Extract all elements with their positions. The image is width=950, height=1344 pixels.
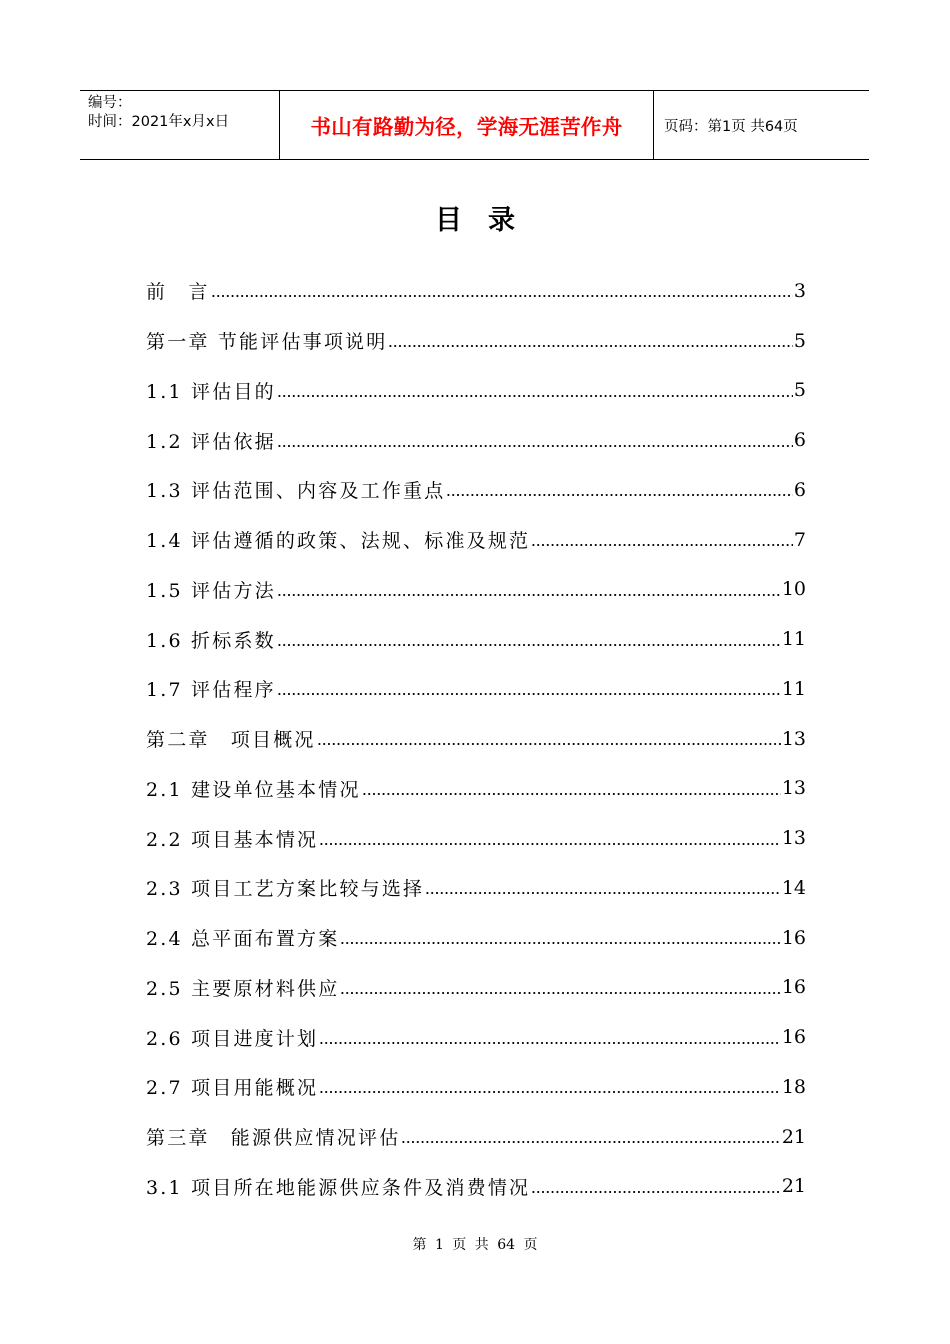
table-of-contents xyxy=(146,266,806,1211)
toc-entry[interactable] xyxy=(146,813,806,863)
toc-entry-label: 前 言 xyxy=(146,281,210,304)
toc-page-number: 13 xyxy=(781,777,806,800)
toc-entry-label: 1.1 评估目的 xyxy=(146,380,276,403)
toc-dot-leader xyxy=(340,978,780,997)
toc-dot-leader xyxy=(277,431,793,450)
toc-entry[interactable] xyxy=(146,266,806,316)
toc-page-number: 6 xyxy=(793,478,806,501)
header-page-info: 页码：第1页 共64页 xyxy=(664,118,798,135)
toc-entry-label: 1.6 折标系数 xyxy=(146,629,276,652)
toc-entry[interactable] xyxy=(146,963,806,1013)
toc-entry-label: 2.7 项目用能概况 xyxy=(146,1077,319,1100)
toc-entry[interactable] xyxy=(146,565,806,615)
page-footer: 第 1 页 共 64 页 xyxy=(412,1237,538,1253)
toc-dot-leader xyxy=(277,679,781,698)
toc-entry[interactable] xyxy=(146,1062,806,1112)
toc-page-number: 3 xyxy=(793,279,806,302)
toc-entry-label: 3.1 项目所在地能源供应条件及消费情况 xyxy=(146,1176,531,1199)
toc-dot-leader xyxy=(425,878,781,897)
toc-dot-leader xyxy=(388,331,792,350)
toc-page-number: 5 xyxy=(793,379,806,402)
page-title: 目录 xyxy=(435,205,541,236)
toc-entry[interactable] xyxy=(146,415,806,465)
toc-page-number: 16 xyxy=(781,1026,806,1049)
toc-entry-label: 1.7 评估程序 xyxy=(146,679,276,702)
toc-entry[interactable] xyxy=(146,465,806,515)
toc-entry[interactable] xyxy=(146,664,806,714)
toc-entry[interactable] xyxy=(146,515,806,565)
toc-entry-label: 2.4 总平面布置方案 xyxy=(146,928,340,951)
page-header xyxy=(80,90,869,160)
toc-dot-leader xyxy=(401,1127,780,1146)
toc-dot-leader xyxy=(319,829,781,848)
toc-page-number: 21 xyxy=(781,1125,806,1148)
toc-page-number: 6 xyxy=(793,429,806,452)
toc-entry-label: 2.2 项目基本情况 xyxy=(146,828,319,851)
toc-dot-leader xyxy=(531,1177,781,1196)
serial-label: 编号： xyxy=(88,95,132,111)
toc-dot-leader xyxy=(319,1077,781,1096)
toc-page-number: 21 xyxy=(781,1175,806,1198)
toc-page-number: 18 xyxy=(781,1075,806,1098)
toc-entry[interactable] xyxy=(146,316,806,366)
toc-dot-leader xyxy=(340,928,780,947)
toc-page-number: 13 xyxy=(781,727,806,750)
time-line: 时间：2021年x月x日 xyxy=(88,114,230,130)
toc-dot-leader xyxy=(277,580,781,599)
toc-dot-leader xyxy=(277,630,781,649)
toc-entry[interactable] xyxy=(146,1012,806,1062)
toc-page-number: 10 xyxy=(781,578,806,601)
toc-page-number: 11 xyxy=(781,677,806,700)
toc-entry-label: 1.4 评估遵循的政策、法规、标准及规范 xyxy=(146,530,531,553)
toc-entry-label: 2.1 建设单位基本情况 xyxy=(146,778,361,801)
toc-dot-leader xyxy=(211,281,793,300)
toc-page-number: 13 xyxy=(781,827,806,850)
toc-entry[interactable] xyxy=(146,714,806,764)
toc-entry-label: 第二章 项目概况 xyxy=(146,729,316,752)
toc-entry-label: 2.6 项目进度计划 xyxy=(146,1027,319,1050)
toc-entry-label: 2.5 主要原材料供应 xyxy=(146,977,340,1000)
toc-dot-leader xyxy=(446,480,792,499)
toc-entry[interactable] xyxy=(146,1162,806,1212)
toc-entry-label: 1.2 评估依据 xyxy=(146,430,276,453)
toc-dot-leader xyxy=(531,530,793,549)
toc-entry-label: 1.5 评估方法 xyxy=(146,579,276,602)
toc-page-number: 16 xyxy=(781,926,806,949)
toc-dot-leader xyxy=(317,729,781,748)
toc-entry-label: 1.3 评估范围、内容及工作重点 xyxy=(146,480,446,503)
toc-entry[interactable] xyxy=(146,764,806,814)
toc-dot-leader xyxy=(319,1028,781,1047)
header-info-cell xyxy=(80,91,280,159)
toc-page-number: 5 xyxy=(793,329,806,352)
header-motto: 书山有路勤为径，学海无涯苦作舟 xyxy=(280,91,654,159)
toc-entry[interactable] xyxy=(146,614,806,664)
toc-entry[interactable] xyxy=(146,913,806,963)
toc-page-number: 14 xyxy=(781,876,806,899)
toc-dot-leader xyxy=(277,381,793,400)
toc-page-number: 7 xyxy=(793,528,806,551)
toc-entry-label: 第一章 节能评估事项说明 xyxy=(146,331,388,354)
toc-entry[interactable] xyxy=(146,1112,806,1162)
toc-dot-leader xyxy=(362,779,781,798)
toc-page-number: 16 xyxy=(781,976,806,999)
toc-entry-label: 第三章 能源供应情况评估 xyxy=(146,1127,401,1150)
toc-entry[interactable] xyxy=(146,366,806,416)
toc-page-number: 11 xyxy=(781,628,806,651)
toc-entry[interactable] xyxy=(146,863,806,913)
toc-entry-label: 2.3 项目工艺方案比较与选择 xyxy=(146,878,425,901)
